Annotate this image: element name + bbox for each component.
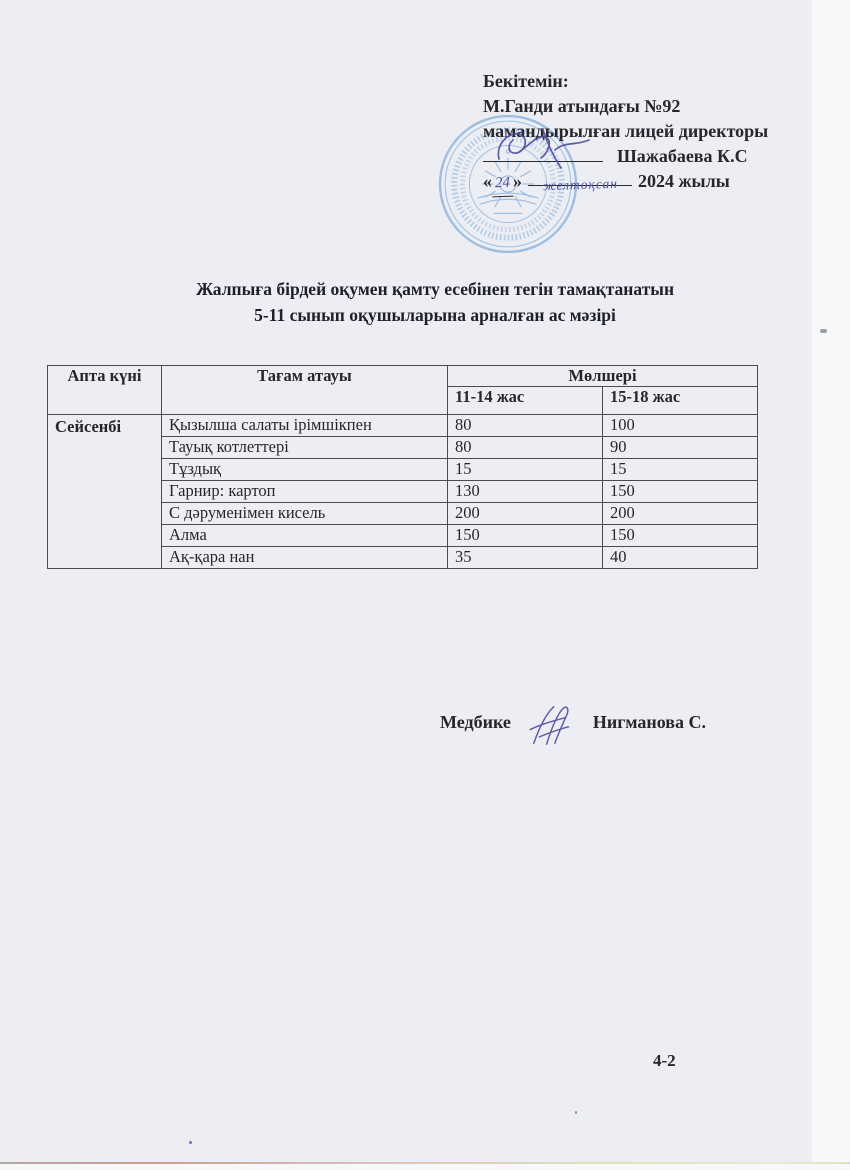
amount-15-18-cell: 150 (603, 525, 758, 547)
amount-11-14-cell: 200 (448, 503, 603, 525)
amount-11-14-cell: 80 (448, 415, 603, 437)
title-line-1: Жалпыға бірдей оқумен қамту есебінен тегін тамақтанатын (195, 279, 675, 299)
amount-15-18-cell: 150 (603, 481, 758, 503)
amount-15-18-cell: 100 (603, 415, 758, 437)
amount-11-14-cell: 130 (448, 481, 603, 503)
header-day: Апта күні (48, 366, 162, 415)
table-header-row-1 (48, 366, 758, 387)
year-text: 2024 жылы (638, 171, 730, 191)
amount-11-14-cell: 80 (448, 437, 603, 459)
handwritten-day: 24 (492, 171, 514, 198)
handwritten-month: желтоқсан (542, 175, 618, 194)
quote-open: « (483, 171, 492, 191)
document-title (50, 276, 820, 328)
header-dish: Тағам атауы (162, 366, 448, 415)
header-amount: Мөлшері (448, 366, 758, 387)
title-line-2: 5-11 сынып оқушыларына арналған ас мәзірі (254, 305, 616, 325)
table-row (48, 415, 758, 437)
org-name-line1: М.Ганди атындағы №92 (483, 96, 681, 116)
amount-15-18-cell: 200 (603, 503, 758, 525)
director-signature-icon (492, 123, 604, 177)
day-cell: Сейсенбі (48, 415, 162, 569)
dish-cell: Алма (162, 525, 448, 547)
dish-cell: Қызылша салаты ірімшікпен (162, 415, 448, 437)
amount-11-14-cell: 35 (448, 547, 603, 569)
menu-table (47, 365, 758, 569)
nurse-label: Медбике (440, 712, 511, 732)
header-age-11-14: 11-14 жас (448, 387, 603, 415)
amount-15-18-cell: 15 (603, 459, 758, 481)
nurse-name: Нигманова С. (592, 712, 706, 732)
dish-cell: Тауық котлеттері (162, 437, 448, 459)
scan-speck (189, 1141, 192, 1144)
amount-15-18-cell: 90 (603, 437, 758, 459)
header-age-15-18: 15-18 жас (603, 387, 758, 415)
dish-cell: Тұздық (162, 459, 448, 481)
director-name: Шажабаева К.С (617, 146, 748, 166)
nurse-signature-row (440, 712, 706, 733)
approve-label: Бекітемін: (483, 71, 569, 91)
scan-speck (820, 329, 827, 333)
dish-cell: С дәруменімен кисель (162, 503, 448, 525)
scan-speck (575, 1111, 577, 1114)
dish-cell: Гарнир: картоп (162, 481, 448, 503)
amount-11-14-cell: 150 (448, 525, 603, 547)
nurse-signature-icon (521, 702, 585, 748)
dish-cell: Ақ-қара нан (162, 547, 448, 569)
amount-11-14-cell: 15 (448, 459, 603, 481)
amount-15-18-cell: 40 (603, 547, 758, 569)
page-number: 4-2 (653, 1051, 676, 1070)
scan-edge-artifact (0, 1162, 850, 1164)
org-name-line2: мамандырылған лицей директоры (483, 121, 769, 141)
quote-close: » (513, 171, 522, 191)
